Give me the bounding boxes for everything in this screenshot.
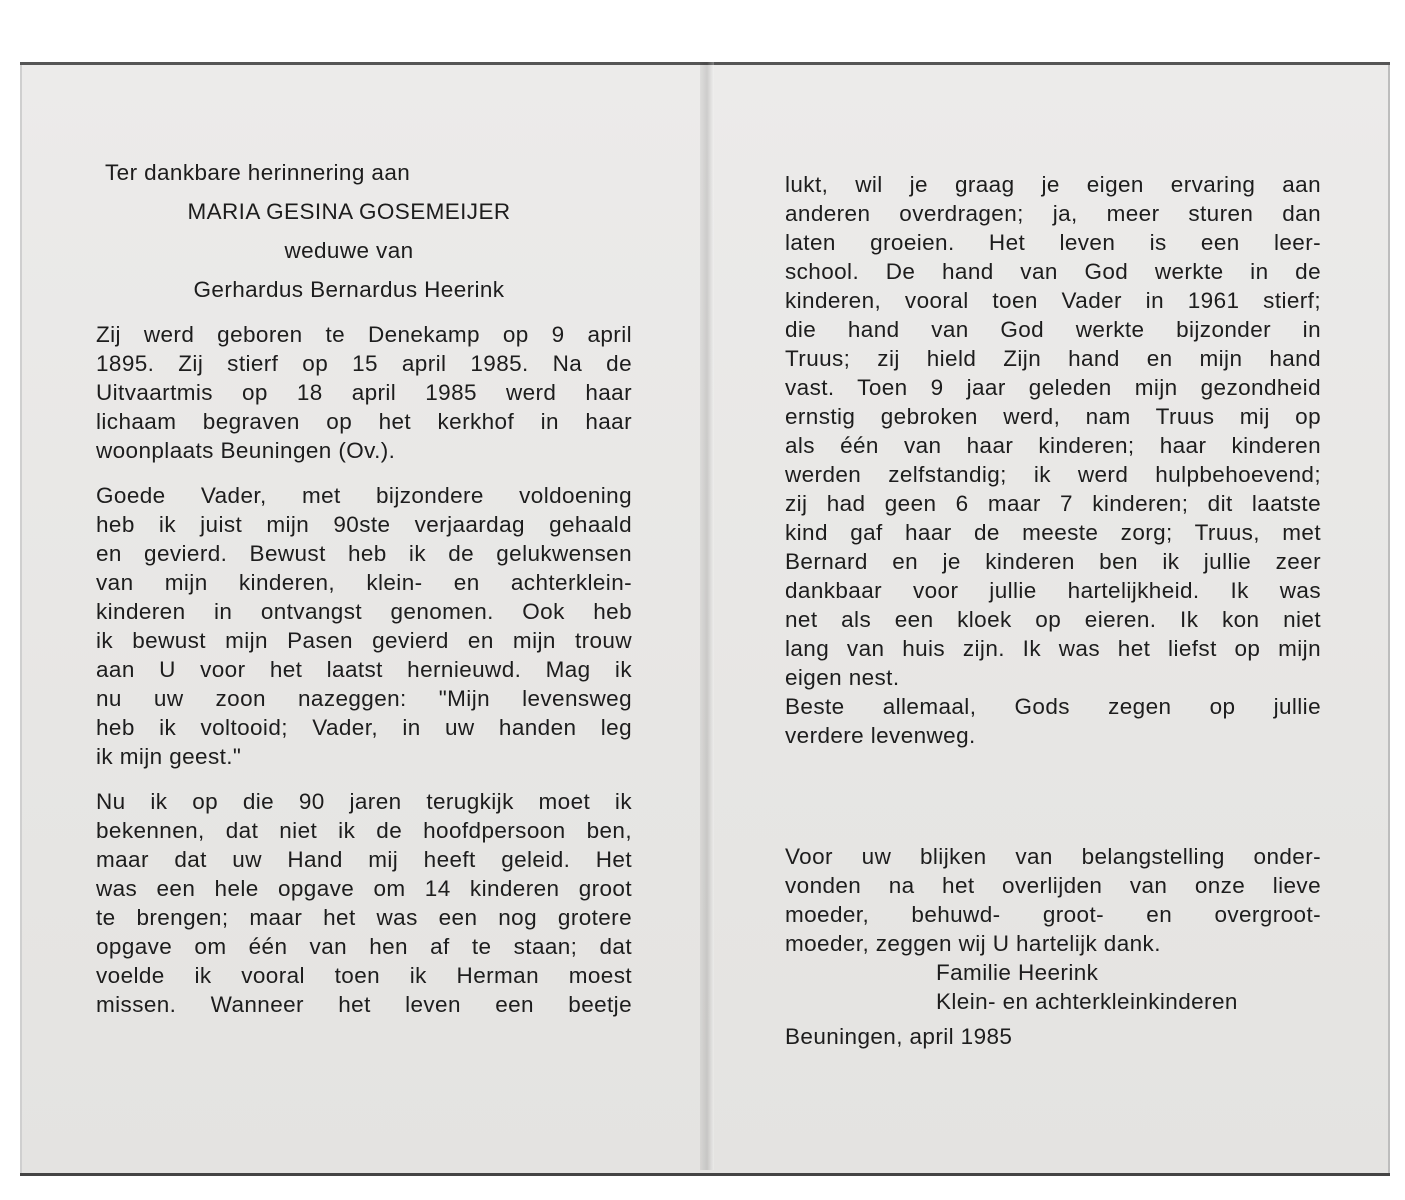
text-line: kind gaf haar de meeste zorg; Truus, met — [785, 520, 1321, 545]
signature-grandchildren: Klein- en achterkleinkinderen — [936, 989, 1238, 1014]
text-line: Truus; zij hield Zijn hand en mijn hand — [785, 346, 1321, 371]
biography-paragraph — [96, 320, 632, 465]
text-line: lukt, wil je graag je eigen ervaring aan — [785, 172, 1321, 197]
text-line: net als een kloek op eieren. Ik kon niet — [785, 607, 1321, 632]
text-line: werden zelfstandig; ik werd hulpbehoevend; — [785, 462, 1321, 487]
text-line: eigen nest. — [785, 665, 900, 690]
text-line: heb ik juist mijn 90ste verjaardag gehaald — [96, 512, 632, 537]
text-line: opgave om één van hen af te staan; dat — [96, 934, 632, 959]
text-line: anderen overdragen; ja, meer sturen dan — [785, 201, 1321, 226]
text-line: te brengen; maar het was een nog grotere — [96, 905, 632, 930]
place-date: Beuningen, april 1985 — [785, 1024, 1013, 1049]
intro-line: Ter dankbare herinnering aan — [105, 160, 411, 185]
text-line: 1895. Zij stierf op 15 april 1985. Na de — [96, 351, 632, 376]
reflection-paragraph — [96, 787, 632, 1019]
text-line: vast. Toen 9 jaar geleden mijn gezondheid — [785, 375, 1321, 400]
text-line: ik mijn geest." — [96, 744, 242, 769]
text-line: Nu ik op die 90 jaren terugkijk moet ik — [96, 789, 632, 814]
text-line: laten groeien. Het leven is een leer- — [785, 230, 1321, 255]
text-line: van mijn kinderen, klein- en achterklein- — [96, 570, 632, 595]
text-line: maar dat uw Hand mij heeft geleid. Het — [96, 847, 632, 872]
text-line: die hand van God werkte bijzonder in — [785, 317, 1321, 342]
text-line: woonplaats Beuningen (Ov.). — [96, 438, 396, 463]
text-line: ik bewust mijn Pasen gevierd en mijn trouw — [96, 628, 632, 653]
text-line: Beste allemaal, Gods zegen op jullie — [785, 694, 1321, 719]
right-page — [785, 170, 1321, 1051]
text-line: als één van haar kinderen; haar kinderen — [785, 433, 1321, 458]
text-line: lang van huis zijn. Ik was het liefst op mijn — [785, 636, 1321, 661]
text-line: missen. Wanneer het leven een beetje — [96, 992, 632, 1017]
text-line: Voor uw blijken van belangstelling onder- — [785, 844, 1321, 869]
text-line: ernstig gebroken werd, nam Truus mij op — [785, 404, 1321, 429]
text-line: en gevierd. Bewust heb ik de gelukwensen — [96, 541, 632, 566]
text-line: verdere levenweg. — [785, 723, 976, 748]
widow-of-line: weduwe van — [284, 238, 414, 263]
text-line: voelde ik vooral toen ik Herman moest — [96, 963, 632, 988]
text-line: vonden na het overlijden van onze lieve — [785, 873, 1321, 898]
text-line: zij had geen 6 maar 7 kinderen; dit laatste — [785, 491, 1321, 516]
text-line: lichaam begraven op het kerkhof in haar — [96, 409, 632, 434]
left-page — [96, 158, 632, 1019]
text-line: aan U voor het laatst hernieuwd. Mag ik — [96, 657, 632, 682]
text-line: Zij werd geboren te Denekamp op 9 april — [96, 322, 632, 347]
text-line: moeder, zeggen wij U hartelijk dank. — [785, 931, 1161, 956]
text-line: kinderen, vooral toen Vader in 1961 stierf; — [785, 288, 1321, 313]
thanks-paragraph — [785, 842, 1321, 958]
text-line: heb ik voltooid; Vader, in uw handen leg — [96, 715, 632, 740]
text-line: school. De hand van God werkte in de — [785, 259, 1321, 284]
text-line: kinderen in ontvangst genomen. Ook heb — [96, 599, 632, 624]
continuation-paragraph — [785, 170, 1321, 692]
card-fold — [700, 62, 714, 1170]
text-line: Goede Vader, met bijzondere voldoening — [96, 483, 632, 508]
text-line: Bernard en je kinderen ben ik jullie zeer — [785, 549, 1321, 574]
signature-family: Familie Heerink — [936, 960, 1099, 985]
deceased-name: MARIA GESINA GOSEMEIJER — [187, 199, 511, 224]
blessing-paragraph — [785, 692, 1321, 750]
text-line: dankbaar voor jullie hartelijkheid. Ik was — [785, 578, 1321, 603]
text-line: moeder, behuwd- groot- en overgroot- — [785, 902, 1321, 927]
text-line: Uitvaartmis op 18 april 1985 werd haar — [96, 380, 632, 405]
text-line: bekennen, dat niet ik de hoofdpersoon ben, — [96, 818, 632, 843]
prayer-paragraph — [96, 481, 632, 771]
text-line: was een hele opgave om 14 kinderen groot — [96, 876, 632, 901]
husband-name: Gerhardus Bernardus Heerink — [193, 277, 505, 302]
text-line: nu uw zoon nazeggen: "Mijn levensweg — [96, 686, 632, 711]
